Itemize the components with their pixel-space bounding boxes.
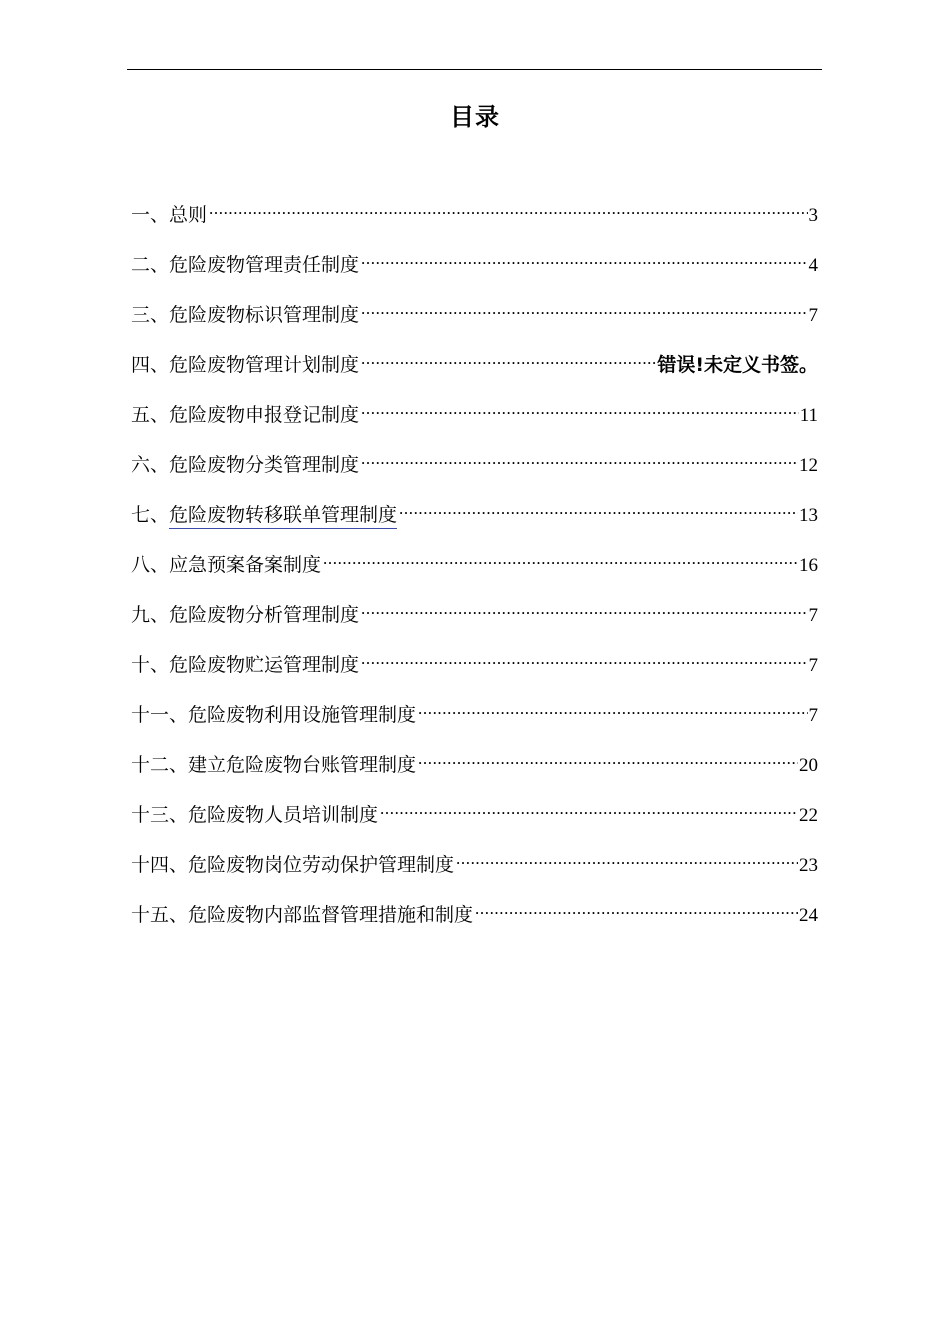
dot-leader xyxy=(399,491,798,521)
toc-entry-4[interactable] xyxy=(131,341,818,391)
toc-entry-title-link[interactable]: 危险废物转移联单管理制度 xyxy=(169,504,397,529)
toc-entry-page: 7 xyxy=(808,705,818,726)
toc-entry-title: 危险废物分类管理制度 xyxy=(169,454,360,476)
toc-entry-title: 总则 xyxy=(169,204,208,226)
toc-entry-2[interactable] xyxy=(131,241,818,291)
toc-entry-number: 十三、 xyxy=(131,804,189,826)
dot-leader xyxy=(456,841,798,871)
toc-entry-number: 三、 xyxy=(131,304,170,326)
toc-entry-15[interactable] xyxy=(131,891,818,941)
toc-entry-number: 一、 xyxy=(131,204,170,226)
toc-entry-page: 16 xyxy=(799,555,818,576)
toc-entry-title: 危险废物贮运管理制度 xyxy=(169,654,360,676)
dot-leader xyxy=(418,741,798,771)
dot-leader xyxy=(361,241,807,271)
toc-entry-title: 建立危险废物台账管理制度 xyxy=(188,754,417,776)
toc-entry-number: 五、 xyxy=(131,404,170,426)
toc-entry-number: 十四、 xyxy=(131,854,189,876)
toc-entry-page: 7 xyxy=(808,305,818,326)
toc-entry-page: 22 xyxy=(799,805,818,826)
toc-entry-page: 23 xyxy=(799,855,818,876)
toc-entry-14[interactable] xyxy=(131,841,818,891)
toc-entry-number: 九、 xyxy=(131,604,170,626)
toc-entry-title: 危险废物人员培训制度 xyxy=(188,804,379,826)
toc-list xyxy=(131,191,818,941)
dot-leader xyxy=(209,191,807,221)
toc-entry-10[interactable] xyxy=(131,641,818,691)
toc-entry-number: 二、 xyxy=(131,254,170,276)
toc-entry-11[interactable] xyxy=(131,691,818,741)
toc-entry-number: 十五、 xyxy=(131,904,189,926)
toc-entry-title: 危险废物标识管理制度 xyxy=(169,304,360,326)
toc-entry-13[interactable] xyxy=(131,791,818,841)
toc-entry-page: 20 xyxy=(799,755,818,776)
dot-leader xyxy=(361,591,807,621)
toc-entry-number: 六、 xyxy=(131,454,170,476)
toc-entry-5[interactable] xyxy=(131,391,818,441)
toc-entry-title: 危险废物管理计划制度 xyxy=(169,354,360,376)
toc-entry-title: 危险废物内部监督管理措施和制度 xyxy=(188,904,474,926)
toc-entry-page-error: 错误!未定义书签。 xyxy=(657,354,818,376)
toc-entry-title: 危险废物管理责任制度 xyxy=(169,254,360,276)
dot-leader xyxy=(361,641,807,671)
dot-leader xyxy=(361,341,656,371)
toc-entry-number: 八、 xyxy=(131,554,170,576)
toc-entry-3[interactable] xyxy=(131,291,818,341)
dot-leader xyxy=(361,441,798,471)
toc-title: 目录 xyxy=(450,103,500,131)
toc-entry-title: 危险废物分析管理制度 xyxy=(169,604,360,626)
dot-leader xyxy=(418,691,807,721)
header-rule xyxy=(127,69,822,70)
toc-entry-number: 十一、 xyxy=(131,704,189,726)
toc-entry-page: 7 xyxy=(808,655,818,676)
toc-entry-page: 24 xyxy=(799,905,818,926)
dot-leader xyxy=(361,291,807,321)
toc-entry-6[interactable] xyxy=(131,441,818,491)
dot-leader xyxy=(475,891,798,921)
toc-entry-7[interactable] xyxy=(131,491,818,541)
toc-entry-number: 七、 xyxy=(131,504,170,526)
toc-entry-page: 13 xyxy=(799,505,818,526)
toc-entry-title: 危险废物岗位劳动保护管理制度 xyxy=(188,854,455,876)
toc-entry-page: 11 xyxy=(799,405,818,426)
toc-entry-page: 3 xyxy=(808,205,818,226)
toc-entry-number: 四、 xyxy=(131,354,170,376)
toc-entry-page: 7 xyxy=(808,605,818,626)
toc-entry-12[interactable] xyxy=(131,741,818,791)
toc-entry-title: 危险废物申报登记制度 xyxy=(169,404,360,426)
toc-entry-page: 4 xyxy=(808,255,818,276)
toc-entry-8[interactable] xyxy=(131,541,818,591)
dot-leader xyxy=(380,791,798,821)
toc-entry-9[interactable] xyxy=(131,591,818,641)
toc-entry-page: 12 xyxy=(799,455,818,476)
toc-entry-1[interactable] xyxy=(131,191,818,241)
dot-leader xyxy=(323,541,798,571)
toc-entry-title: 危险废物利用设施管理制度 xyxy=(188,704,417,726)
toc-entry-number: 十二、 xyxy=(131,754,189,776)
toc-entry-title: 应急预案备案制度 xyxy=(169,554,322,576)
dot-leader xyxy=(361,391,799,421)
toc-entry-number: 十、 xyxy=(131,654,170,676)
